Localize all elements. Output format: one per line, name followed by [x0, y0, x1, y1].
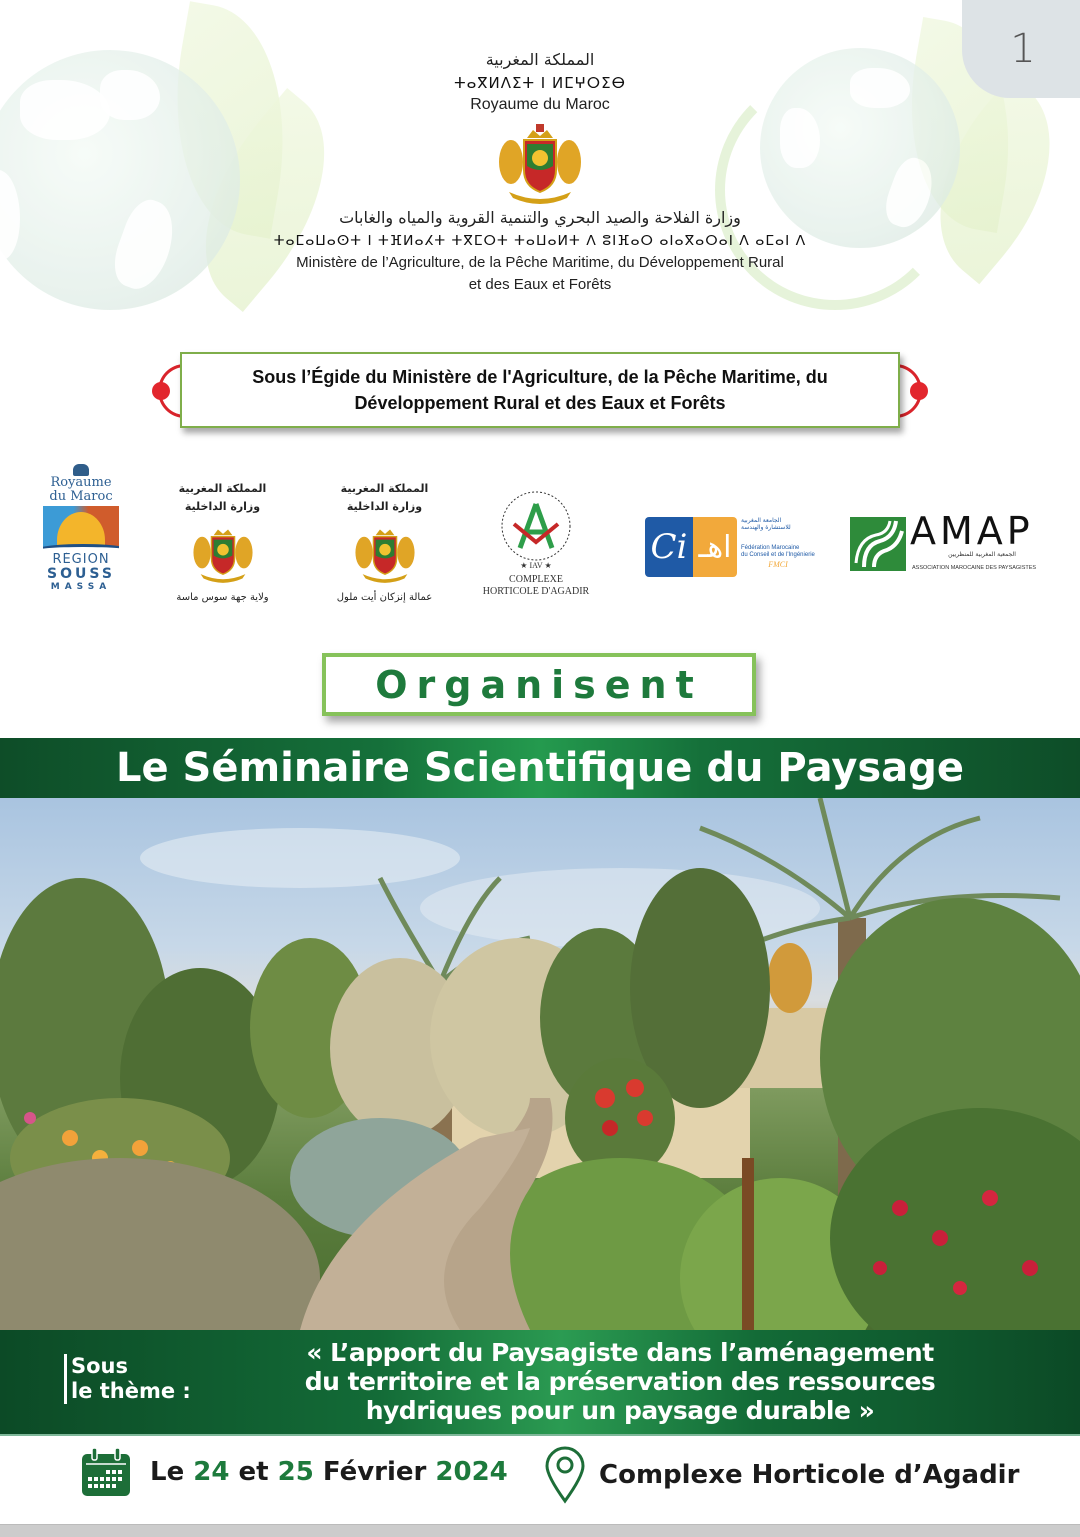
logo-wilaya-souss-massa — [160, 480, 285, 606]
logo-amap-fr: ASSOCIATION MAROCAINE DES PAYSAGISTES — [912, 565, 1037, 571]
coat-of-arms-icon — [192, 520, 254, 588]
kingdom-name-french: Royaume du Maroc — [470, 96, 610, 113]
logo-fmci-abbr: FMCI — [768, 560, 788, 569]
amap-mark-icon — [850, 517, 906, 571]
ministry-name-arabic: وزارة الفلاحة والصيد البحري والتنمية القروية والمياه والغابات — [339, 208, 741, 227]
organisent-box — [322, 653, 756, 716]
egide-banner — [150, 350, 930, 432]
logo-iav-line2: HORTICOLE D'AGADIR — [482, 586, 590, 597]
organisent-label: Organisent — [375, 662, 703, 707]
fmci-mark-icon: Ci اهـ — [645, 517, 737, 577]
event-info — [0, 1440, 1080, 1502]
theme-text-line3: hydriques pour un paysage durable » — [365, 1396, 875, 1425]
logo-iav-line1: COMPLEXE — [509, 574, 563, 585]
egide-box — [180, 352, 900, 428]
seminar-title: Le Séminaire Scientifique du Paysage — [116, 745, 964, 791]
logo-amap-wordmark: AMAP — [910, 509, 1034, 553]
logo-fmci-ar1: الجامعة المغربية — [741, 517, 782, 524]
bottom-scroll-edge — [0, 1524, 1080, 1537]
logo-amap — [850, 509, 1055, 575]
egide-line1: Sous l’Égide du Ministère de l'Agriculture, de la Pêche Maritime, du — [252, 367, 828, 387]
logo-province-inezgane — [322, 480, 447, 606]
calendar-icon — [80, 1446, 132, 1498]
kingdom-name-tifinagh: ⵜⴰⴳⵍⴷⵉⵜ ⵏ ⵍⵎⵖⵔⵉⴱ — [454, 74, 626, 92]
event-location-text: Complexe Horticole d’Agadir — [599, 1460, 1020, 1490]
event-date — [80, 1446, 508, 1498]
logo-region-top-text2: du Maroc — [49, 489, 113, 504]
coat-of-arms-icon — [497, 124, 583, 204]
ministry-name-french-line1: Ministère de l’Agriculture, de la Pêche Maritime, du Développement Rural — [296, 254, 784, 271]
logo-fmci-fr2: du Conseil et de l'Ingénierie — [741, 552, 815, 558]
logo-fmci — [645, 515, 815, 579]
theme-text — [240, 1338, 1000, 1425]
event-date-text: Le 24 et 25 Février 2024 — [150, 1457, 508, 1487]
logo-wilaya-name-ar: ولاية جهة سوس ماسة — [176, 592, 269, 603]
red-dot-left-icon — [152, 382, 170, 400]
event-location — [545, 1446, 1019, 1504]
theme-band — [0, 1330, 1080, 1436]
map-pin-icon — [545, 1446, 585, 1504]
iav-emblem-icon — [496, 484, 576, 574]
ministry-name-french-line2: et des Eaux et Forêts — [468, 276, 612, 293]
logo-iav-hassan-ii — [478, 484, 594, 598]
page-number: 1 — [1010, 26, 1036, 72]
logo-region-top-text: Royaume — [50, 475, 112, 490]
theme-label-line2: le thème : — [71, 1379, 191, 1403]
theme-text-line1: « L’apport du Paysagiste dans l’aménagement — [306, 1338, 934, 1367]
red-dot-right-icon — [910, 382, 928, 400]
logo-region-word-massa: MASSA — [50, 582, 112, 592]
ministry-header — [0, 48, 1080, 296]
logo-province-interior-ar: وزارة الداخلية — [346, 500, 423, 513]
svg-text:★ IAV ★: ★ IAV ★ — [520, 561, 552, 570]
partner-logos — [0, 460, 1080, 610]
logo-region-word-region: RÉGION — [52, 552, 110, 567]
garden-photo — [0, 798, 1080, 1330]
seminar-title-band — [0, 738, 1080, 798]
coat-of-arms-icon — [354, 520, 416, 588]
logo-amap-ar: الجمعية المغربية للمنظريين — [948, 551, 1016, 558]
egide-line2: Développement Rural et des Eaux et Forêts — [354, 393, 726, 413]
theme-text-line2: du territoire et la préservation des ressources — [304, 1367, 936, 1396]
logo-province-name-ar: عمالة إنزكان أيت ملول — [336, 592, 433, 603]
sunrise-emblem-icon — [43, 506, 119, 552]
theme-label-line1: Sous — [71, 1354, 129, 1378]
kingdom-name-arabic: المملكة المغربية — [485, 50, 595, 69]
logo-region-souss-massa — [35, 464, 127, 593]
logo-province-kingdom-ar: المملكة المغربية — [340, 482, 429, 495]
ministry-name-tifinagh: ⵜⴰⵎⴰⵡⴰⵙⵜ ⵏ ⵜⴼⵍⴰⵃⵜ ⵜⴳⵎⵔⵜ ⵜⴰⵡⴰⵍⵜ ⴷ ⵓⵏⴼⴰⵔ ⴰⵏⴰⴳⴰⵔⴰⵏ ⴷ ⴰⵎⴰⵏ ⴷ — [273, 233, 807, 249]
logo-fmci-ar2: للاستشارة والهندسة — [741, 524, 791, 531]
logo-wilaya-interior-ar: وزارة الداخلية — [184, 500, 261, 513]
theme-label — [64, 1354, 191, 1404]
logo-fmci-fr1: Fédération Marocaine — [741, 545, 800, 551]
logo-wilaya-kingdom-ar: المملكة المغربية — [178, 482, 267, 495]
logo-region-word-souss: SOUSS — [47, 566, 115, 582]
